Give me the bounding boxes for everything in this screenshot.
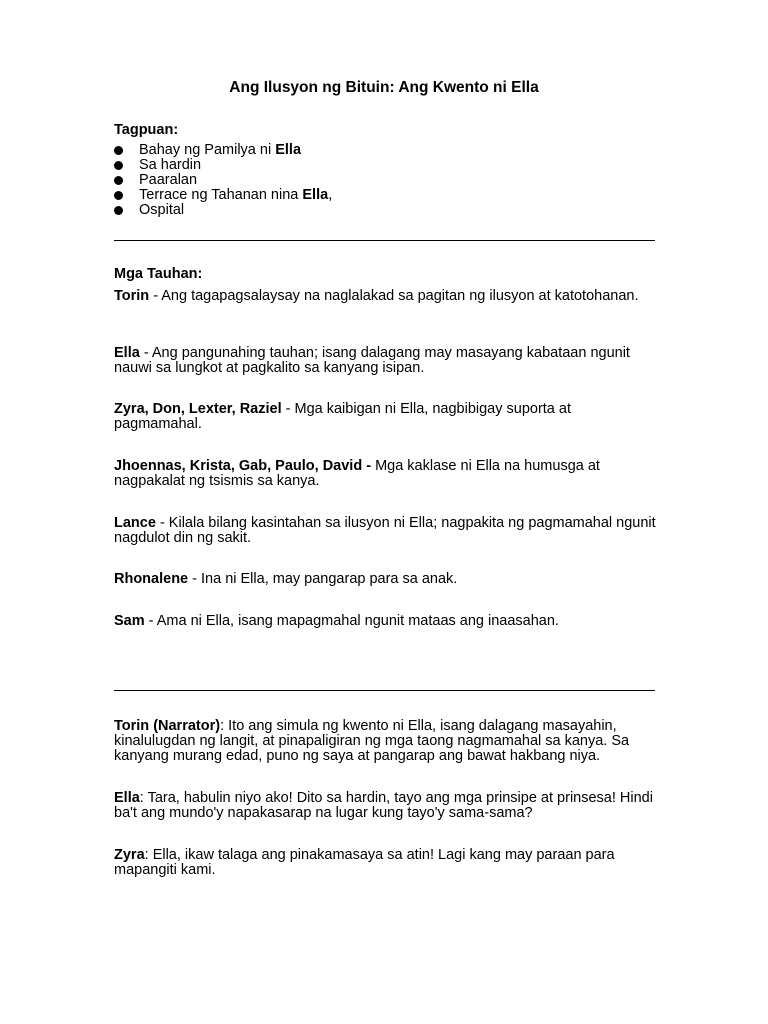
character-entry: Jhoennas, Krista, Gab, Paulo, David - Mga kaklase ni Ella na humusga at nagpakalat ng tsismis sa kanya. xyxy=(114,458,600,489)
dialogue-line: Zyra: Ella, ikaw talaga ang pinakamasaya sa atin! Lagi kang may paraan para mapangiti kami. xyxy=(114,847,615,878)
character-entry: Lance - Kilala bilang kasintahan sa ilusyon ni Ella; nagpakita ng pagmamahal ngunit nagdulot din ng sakit. xyxy=(114,515,656,546)
bullet-icon xyxy=(114,191,123,200)
character-entry: Sam - Ama ni Ella, isang mapagmahal ngunit mataas ang inaasahan. xyxy=(114,613,559,629)
document-title: Ang Ilusyon ng Bituin: Ang Kwento ni Ella xyxy=(229,79,539,96)
bullet-icon xyxy=(114,161,123,170)
characters-heading: Mga Tauhan: xyxy=(114,266,203,282)
dialogue-line: Torin (Narrator): Ito ang simula ng kwento ni Ella, isang dalagang masayahin, kinalulugdan ng langit, at pinapaligiran ng mga taong nagmamahal sa kanya. Sa kanyang murang edad, puno ng saya at pangarap ang bawat hakbang niya. xyxy=(114,718,630,764)
bullet-icon xyxy=(114,146,123,155)
character-entry: Ella - Ang pangunahing tauhan; isang dalagang may masayang kabataan ngunit nauwi sa lungkot at pagkalito sa kanyang isipan. xyxy=(114,345,630,376)
setting-list xyxy=(114,143,332,218)
bullet-icon xyxy=(114,206,123,215)
list-item: Sa hardin xyxy=(114,158,332,173)
character-entry: Torin - Ang tagapagsalaysay na naglalakad sa pagitan ng ilusyon at katotohanan. xyxy=(114,288,639,304)
setting-heading: Tagpuan: xyxy=(114,122,179,138)
list-item: Bahay ng Pamilya ni Ella xyxy=(114,143,332,158)
character-entry: Rhonalene - Ina ni Ella, may pangarap para sa anak. xyxy=(114,571,458,587)
list-item: Terrace ng Tahanan nina Ella, xyxy=(114,188,332,203)
horizontal-divider xyxy=(114,690,655,691)
character-entry: Zyra, Don, Lexter, Raziel - Mga kaibigan ni Ella, nagbibigay suporta at pagmamahal. xyxy=(114,401,571,432)
list-item: Ospital xyxy=(114,203,332,218)
horizontal-divider xyxy=(114,240,655,241)
dialogue-line: Ella: Tara, habulin niyo ako! Dito sa hardin, tayo ang mga prinsipe at prinsesa! Hindi ba't ang mundo'y napakasarap na lugar kung tayo'y sama-sama? xyxy=(114,790,653,821)
list-item: Paaralan xyxy=(114,173,332,188)
bullet-icon xyxy=(114,176,123,185)
